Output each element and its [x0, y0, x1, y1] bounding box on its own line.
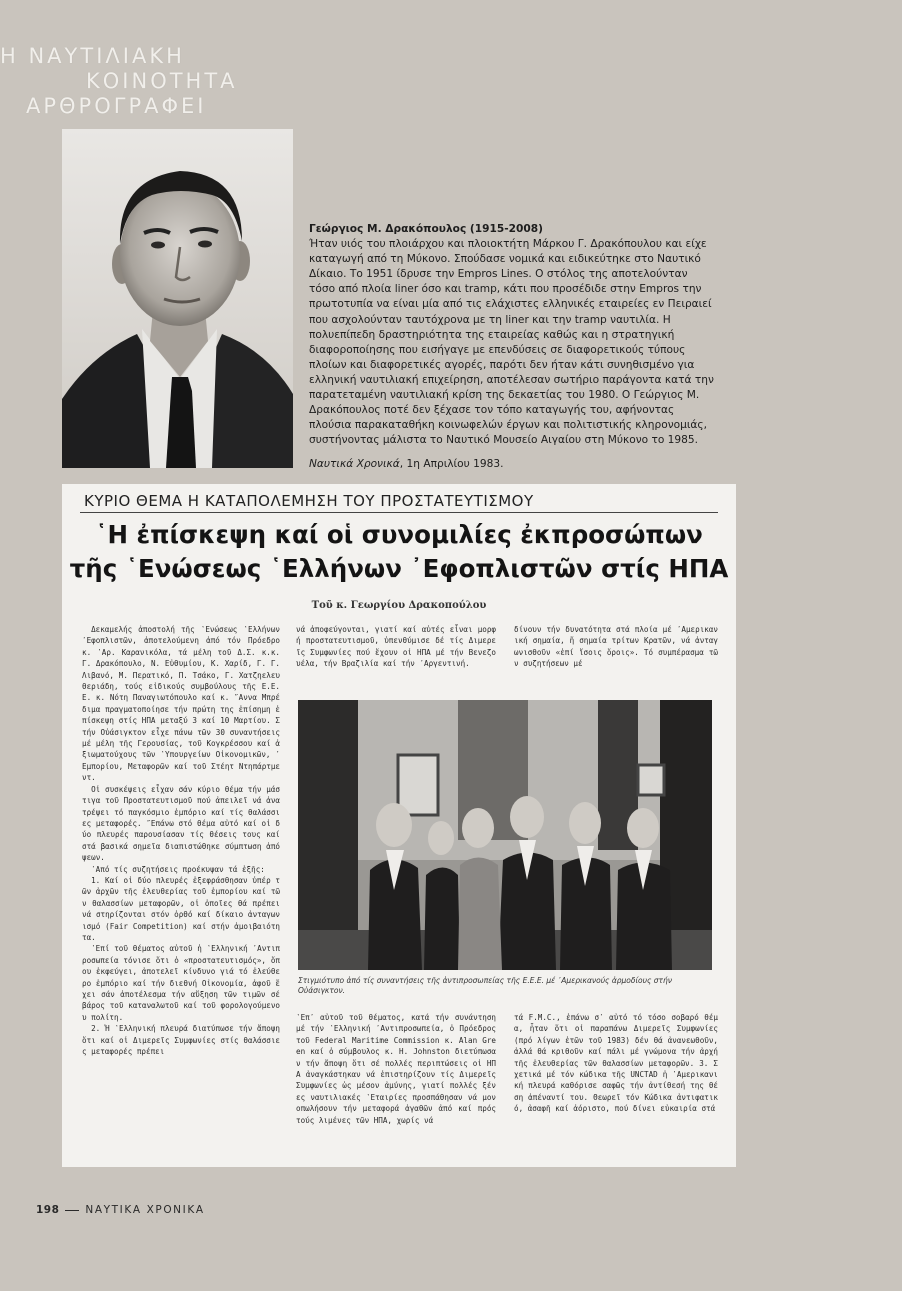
bio-text: Ήταν υιός του πλοιάρχου και πλοιοκτήτη Μάρκου Γ. Δρακόπουλου και είχε καταγωγή από τη Μύκονο. Σπούδασε νομικά και ειδικεύτηκε στο Ναυτικό Δίκαιο. Το 1951 ίδρυσε την Empros Lines. Ο στόλος της αποτελούνταν τόσο από πλοία liner όσο και tramp, κάτι που προσέδιδε στην Empros την πρωτοτυπία να είναι μία από τις ελάχιστες ελληνικές εταιρείες εν Πειραιεί που ασχολούνταν ταυτόχρονα με τη liner και την tramp ναυτιλία. Η πολυεπίπεδη δραστηριότητα της εταιρείας καθώς και η στρατηγική διαφοροποίησης που εισήγαγε με επενδύσεις σε διαφορετικούς τύπους πλοίων και διαφορετικές αγορές, παρότι δεν ήταν κάτι συνηθισμένο για ελληνική ναυτιλιακή επιχείρηση, αποτέλεσαν σωτήριο παράγοντα κατά την παρατεταμένη ναυτιλιακή κρίση της δεκαετίας του 1980. Ο Γεώργιος Μ. Δρακόπουλος ποτέ δεν ξέχασε τον τόπο καταγωγής του, αφήνοντας πλούσια παρακαταθήκη κοινωφελών έργων και πολιτιστικής κληρονομιάς, συστήνοντας μάλιστα το Ναυτικό Μουσείο Αιγαίου στη Μύκονο το 1985. — [309, 238, 714, 447]
clipping-column-2-top: νά ἀποφεύγονται, γιατί καί αὐτές εἶναι μορφή προστατευτισμοῦ, ὑπενθύμισε δέ τίς Διμερεῖς Συμφωνίες πού ἔχουν οἱ ΗΠΑ μέ τήν Βενεζουέλα, τήν Βραζιλία καί τήν ᾿Αργεντινή. — [296, 625, 496, 669]
column-1-paragraph: ῾Επί τοῦ θέματος αὐτοῦ ἡ ῾Ελληνική ᾿Αντιπροσωπεία τόνισε ὅτι ὁ «προστατευτισμός», ὅπου ἐκφεύγει, ἀποτελεῖ κίνδυνο γιά τό ἐλεύθερο ἐμπόριο καί τήν διεθνή Οἰκονομία, ἀφοῦ ἔχει σάν ἀποτέλεσμα τήν αὔξηση τῶν τιμῶν σέ βάρος τοῦ καταναλωτοῦ καί τοῦ φορολογούμενου πολίτη. — [82, 944, 280, 1022]
clipping-column-1 — [82, 624, 280, 1154]
clipping-byline: Τοῦ κ. Γεωργίου Δρακοπούλου — [311, 600, 487, 611]
bio-source-publication: Ναυτικά Χρονικά — [309, 458, 400, 471]
bio-source-date: , 1η Απριλίου 1983. — [399, 458, 504, 471]
section-header-line1: Η ΝΑΥΤΙΛΙΑΚΗ — [0, 44, 185, 68]
column-1-paragraph: Δεκαμελής ἀποστολή τῆς ῾Ενώσεως ῾Ελλήνων ᾿Εφοπλιστῶν, ἀποτελούμενη ἀπό τόν Πρόεδρο κ. ᾿Αρ. Καρανικόλα, τά μέλη τοῦ Δ.Σ. κ.κ. Γ. Δρακόπουλο, Ν. Εὐθυμίου, Κ. Χαρίδ, Γ. Γ. Λιβανό, Μ. Περατικό, Π. Τσάκο, Γ. Χατζηελευθεριάδη, τούς εἰδικούς συμβούλους τῆς Ε.Ε.Ε. κ. Νότη Παναγιωτόπουλο καί κ. ῎Αννα Μπρέδιμα πραγματοποίησε τήν πρώτη της ἐπίσημη ἐπίσκεψη στίς ΗΠΑ μεταξύ 3 καί 10 Μαρτίου. Στήν Οὐάσιγκτον εἶχε πάνω τῶν 30 συναντήσεις μέ μέλη τῆς Γερουσίας, τοῦ Κογκρέσσου καί ἀξιωματούχους τῶν ῾Υπουργείων Οἰκονομικῶν, ᾿Εμπορίου, Μεταφορῶν καί τοῦ Στέητ Ντηπάρτμεντ. — [82, 625, 280, 783]
clipping-headline-line2: τῆς ῾Ενώσεως ῾Ελλήνων ᾿Εφοπλιστῶν στίς ΗΠΑ — [69, 554, 729, 583]
column-1-paragraph: ᾿Από τίς συζητήσεις προέκυψαν τά ἑξῆς: — [91, 864, 265, 874]
portrait-illustration — [62, 129, 293, 468]
clipping-headline — [62, 518, 736, 586]
section-header — [0, 44, 238, 119]
clipping-kicker: ΚΥΡΙΟ ΘΕΜΑ Η ΚΑΤΑΠΟΛΕΜΗΣΗ ΤΟΥ ΠΡΟΣΤΑΤΕΥΤΙΣΜΟΥ — [84, 492, 534, 510]
column-1-paragraph: 2. Ἡ ῾Ελληνική πλευρά διατύπωσε τήν ἄποψη ὅτι καί οἱ Διμερεῖς Συμφωνίες στίς θαλάσσιες μεταφορές πρέπει — [82, 1024, 280, 1057]
clipping-headline-line1: ῾Η ἐπίσκεψη καί οἱ συνομιλίες ἐκπροσώπων — [95, 520, 703, 549]
clipping-rule — [80, 512, 718, 513]
section-header-line3: ΑΡΘΡΟΓΡΑΦΕΙ — [26, 94, 207, 118]
group-photo — [298, 700, 712, 970]
newspaper-clipping — [62, 484, 736, 1167]
column-1-paragraph: 1. Καί οἱ δύο πλευρές ἐξεφράσθησαν ὑπέρ τῶν ἀρχῶν τῆς ἐλευθερίας τοῦ ἐμπορίου καί τῶν θαλασσίων μεταφορῶν, οἱ ὁποῖες θά πρέπει νά στηρίζονται στόν ὀρθό καί δίκαιο ἀνταγωνισμό (Fair Competition) καί στήν ἀμοιβαιότητα. — [82, 875, 280, 942]
page-number: 198 — [36, 1204, 60, 1216]
portrait-photo — [62, 129, 293, 468]
footer-separator — [65, 1210, 79, 1211]
column-1-paragraph: Οἱ συσκέψεις εἶχαν σάν κύριο θέμα τήν μάστιγα τοῦ Προστατευτισμοῦ πού ἀπειλεῖ νά ἀνατρέψει τό παγκόσμιο ἐμπόριο καί τίς θαλάσσιες μεταφορές. ῎Επάνω στό θέμα αὐτό καί οἱ δύο πλευρές παρουσίασαν τίς θέσεις τους καί στά βασικά σημεῖα διαπιστώθηκε σύμπτωση ἀπόψεων. — [82, 784, 280, 863]
bio-name: Γεώργιος Μ. Δρακόπουλος (1915-2008) — [309, 223, 543, 235]
photo-caption: Στιγμιότυπο ἀπό τίς συναντήσεις τῆς ἀντιπροσωπείας τῆς Ε.Ε.Ε. μέ ᾿Αμερικανούς ἀρμοδίους στήν Οὐάσιγκτον. — [298, 976, 672, 995]
footer-publication: ΝΑΥΤΙΚΑ ΧΡΟΝΙΚΑ — [85, 1204, 205, 1216]
clipping-column-2-bottom: ῾Επ᾿ αὐτοῦ τοῦ θέματος, κατά τήν συνάντηση μέ τήν ῾Ελληνική ᾿Αντιπροσωπεία, ὁ Πρόεδρος τοῦ Federal Maritime Commission κ. Alan Green καί ὁ σύμβουλος κ. Η. Johnston διετύπωσαν τήν ἄποψη ὅτι σέ πολλές περιπτώσεις οἱ ΗΠΑ ἀναγκάστηκαν νά ἐπιστηρίζουν τίς Διμερεῖς Συμφωνίες ὡς μέσον ἀμύνης, γιατί πολλές ξένες ναυτιλιακές ῾Εταιρίες προσπάθησαν νά μονοπωλήσουν τήν μεταφορά ἀγαθῶν ἀπό καί πρός τούς λιμένες τῶν ΗΠΑ, χωρίς νά — [296, 1013, 496, 1125]
clipping-column-3-bottom: τά F.M.C., ἐπάνω σ᾿ αὐτό τό τόσο σοβαρό θέμα, ἦταν ὅτι οἱ παραπάνω Διμερεῖς Συμφωνίες (πρό λίγων ἐτῶν τοῦ 1983) δέν θά ἀνανεωθοῦν, ἀλλά θά κριθοῦν καί πάλι μέ γνώμονα τήν ἀρχή τῆς ἐλευθερίας τῶν θαλασσίων μεταφορῶν. 3. Σχετικά μέ τόν κώδικα τῆς UNCTAD ἡ ᾿Αμερικανική πλευρά καθόρισε σαφῶς τήν ἀντίθεσή της θέση ἀπέναντί του. Θεωρεῖ τόν Κώδικα ἀντιφατικό, ἀσαφῆ καί ἀόριστο, πού δίνει εὐκαιρία στά — [514, 1013, 718, 1114]
bio-source — [309, 457, 714, 472]
group-photo-illustration — [298, 700, 712, 970]
biography — [309, 222, 714, 473]
section-header-line2: ΚΟΙΝΟΤΗΤΑ — [86, 69, 238, 93]
clipping-column-3-top: δίνουν τήν δυνατότητα στά πλοία μέ ᾿Αμερικανική σημαία, ἤ σημαία τρίτων Κρατῶν, νά ἀνταγωνισθοῦν «ἐπί ἴσοις ὅροις». Τό συμπέρασμα τῶν συζητήσεων μέ — [514, 625, 718, 669]
page-footer — [36, 1204, 205, 1216]
